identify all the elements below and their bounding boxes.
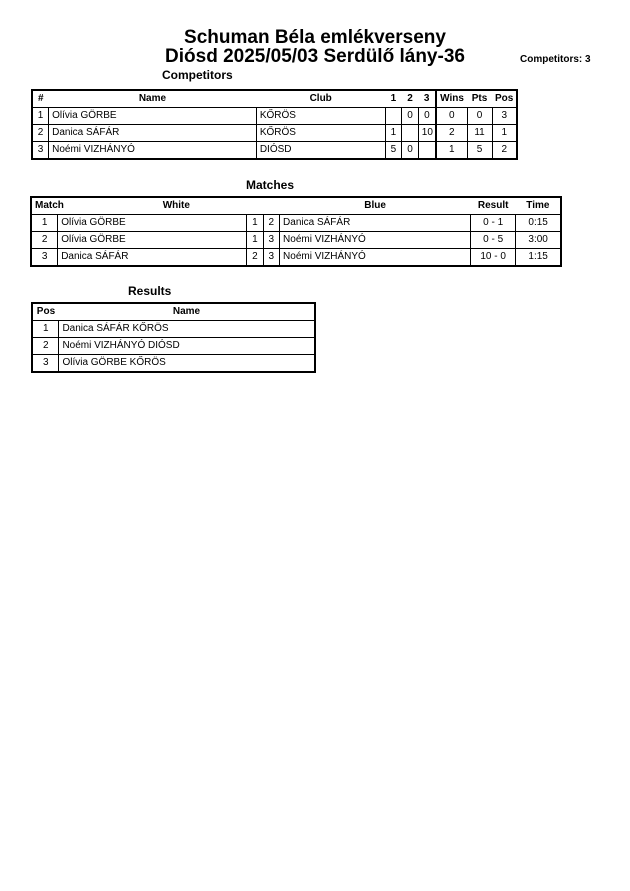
competitor-club: KŐRÖS bbox=[256, 108, 385, 125]
blue-number: 3 bbox=[263, 232, 279, 249]
white-number: 2 bbox=[247, 249, 263, 267]
competitor-row bbox=[32, 142, 517, 160]
title-line-2: Diósd 2025/05/03 Serdülő lány-36 bbox=[165, 46, 465, 67]
score-vs-2: 0 bbox=[402, 142, 419, 160]
match-result: 0 - 1 bbox=[471, 215, 516, 232]
blue-number: 3 bbox=[263, 249, 279, 267]
competitors-header-row bbox=[32, 90, 517, 108]
competitor-pos: 2 bbox=[492, 142, 517, 160]
match-result: 10 - 0 bbox=[471, 249, 516, 267]
competitor-wins: 0 bbox=[436, 108, 467, 125]
competitor-num: 2 bbox=[32, 125, 49, 142]
results-section-title: Results bbox=[128, 284, 172, 298]
match-row bbox=[31, 215, 561, 232]
competitor-pts: 11 bbox=[467, 125, 492, 142]
results-header-row bbox=[32, 303, 315, 321]
matches-section-title: Matches bbox=[246, 178, 295, 192]
competitors-table bbox=[31, 89, 518, 160]
col-header-white: White bbox=[162, 200, 190, 211]
result-row bbox=[32, 338, 315, 355]
match-number: 1 bbox=[31, 215, 58, 232]
competitor-name: Noémi VIZHÁNYÓ bbox=[49, 142, 257, 160]
score-vs-3: 10 bbox=[418, 125, 436, 142]
match-time: 0:15 bbox=[516, 215, 561, 232]
matches-header-row bbox=[31, 197, 561, 215]
result-name: Noémi VIZHÁNYÓ DIÓSD bbox=[59, 338, 315, 355]
competitor-wins: 1 bbox=[436, 142, 467, 160]
competitor-club: DIÓSD bbox=[256, 142, 385, 160]
col-header-2: 2 bbox=[407, 93, 413, 104]
col-header-pts: Pts bbox=[471, 93, 488, 104]
match-time: 3:00 bbox=[516, 232, 561, 249]
score-vs-3: 0 bbox=[418, 108, 436, 125]
competitor-name: Olívia GÖRBE bbox=[49, 108, 257, 125]
result-name: Danica SÁFÁR KŐRÖS bbox=[59, 321, 315, 338]
blue-number: 2 bbox=[263, 215, 279, 232]
col-header-name: Name bbox=[138, 93, 167, 104]
result-pos: 3 bbox=[32, 355, 59, 373]
competitor-pts: 5 bbox=[467, 142, 492, 160]
white-number: 1 bbox=[247, 215, 263, 232]
score-vs-2: 0 bbox=[402, 108, 419, 125]
matches-table bbox=[30, 196, 562, 267]
competitor-num: 1 bbox=[32, 108, 49, 125]
match-row bbox=[31, 232, 561, 249]
result-row bbox=[32, 355, 315, 373]
competitor-num: 3 bbox=[32, 142, 49, 160]
col-header-pos: Pos bbox=[495, 93, 514, 104]
col-header-time: Time bbox=[526, 200, 550, 211]
col-header-club: Club bbox=[309, 93, 332, 104]
score-vs-2 bbox=[402, 125, 419, 142]
results-table bbox=[31, 302, 316, 373]
blue-competitor: Noémi VIZHÁNYÓ bbox=[280, 249, 471, 267]
col-header-match: Match bbox=[35, 200, 64, 211]
competitor-name: Danica SÁFÁR bbox=[49, 125, 257, 142]
competitor-pts: 0 bbox=[467, 108, 492, 125]
score-vs-1: 5 bbox=[385, 142, 402, 160]
match-time: 1:15 bbox=[516, 249, 561, 267]
blue-competitor: Noémi VIZHÁNYÓ bbox=[280, 232, 471, 249]
col-header-1: 1 bbox=[390, 93, 397, 104]
col-header-3: 3 bbox=[423, 93, 430, 104]
competitors-count: Competitors: 3 bbox=[520, 54, 591, 65]
col-header-pos: Pos bbox=[36, 306, 56, 317]
competitor-pos: 3 bbox=[492, 108, 517, 125]
col-header-result: Result bbox=[477, 200, 509, 211]
result-pos: 2 bbox=[32, 338, 59, 355]
col-header-wins: Wins bbox=[436, 90, 467, 108]
competitor-club: KŐRÖS bbox=[256, 125, 385, 142]
title-line-1: Schuman Béla emlékverseny bbox=[184, 27, 446, 48]
match-number: 3 bbox=[31, 249, 58, 267]
match-result: 0 - 5 bbox=[471, 232, 516, 249]
competitor-pos: 1 bbox=[492, 125, 517, 142]
score-vs-1 bbox=[385, 108, 402, 125]
competitor-wins: 2 bbox=[436, 125, 467, 142]
competitor-row bbox=[32, 108, 517, 125]
white-competitor: Olívia GÖRBE bbox=[58, 232, 247, 249]
white-competitor: Danica SÁFÁR bbox=[58, 249, 247, 267]
white-number: 1 bbox=[247, 232, 263, 249]
match-number: 2 bbox=[31, 232, 58, 249]
white-competitor: Olívia GÖRBE bbox=[58, 215, 247, 232]
result-name: Olívia GÖRBE KŐRÖS bbox=[59, 355, 315, 373]
score-vs-3 bbox=[418, 142, 436, 160]
score-vs-1: 1 bbox=[385, 125, 402, 142]
col-header-num: # bbox=[38, 93, 44, 104]
match-row bbox=[31, 249, 561, 267]
col-header-name: Name bbox=[172, 306, 201, 317]
col-header-blue: Blue bbox=[364, 200, 386, 211]
competitor-row bbox=[32, 125, 517, 142]
result-pos: 1 bbox=[32, 321, 59, 338]
result-row bbox=[32, 321, 315, 338]
blue-competitor: Danica SÁFÁR bbox=[280, 215, 471, 232]
competitors-section-title: Competitors bbox=[162, 68, 233, 82]
